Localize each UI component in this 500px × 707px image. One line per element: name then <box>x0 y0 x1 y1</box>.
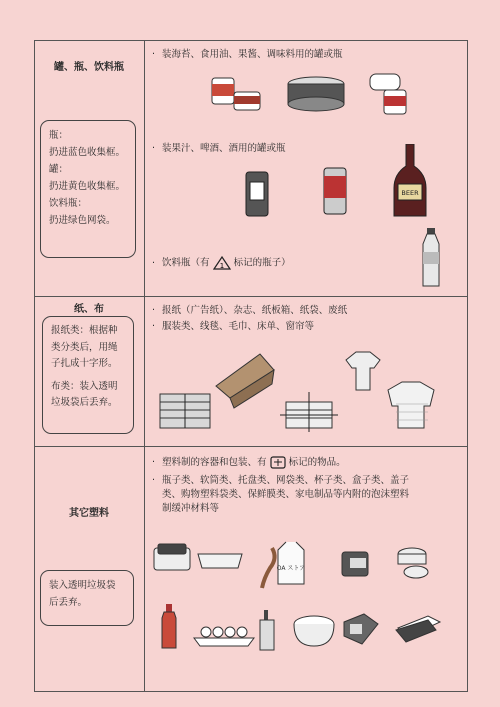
row-divider <box>34 446 468 447</box>
bag-label: OA ストア <box>276 565 306 572</box>
note-cans-bottles <box>40 120 136 258</box>
note-line: 后丢弃。 <box>49 597 88 608</box>
section-title-other-plastics: 其它塑料 <box>69 508 109 519</box>
note-line: 瓶： <box>49 130 69 141</box>
bullet-plastic-containers: · 塑料制的容器和包装、有 标记的物品。 <box>152 457 346 468</box>
recycle-triangle-icon <box>213 256 231 270</box>
paper-cloth-illustration <box>156 342 446 436</box>
note-paper-cloth <box>42 316 134 434</box>
note-line: 扔进绿色网袋。 <box>49 215 116 226</box>
note-line: 垃圾袋后丢弃。 <box>51 397 118 408</box>
note-line: 布类：装入透明 <box>51 380 118 392</box>
pet-bottle-illustration <box>421 228 441 288</box>
beer-label: BEER <box>401 189 419 197</box>
section-title-paper-cloth: 纸、布 <box>74 304 104 315</box>
drink-cans-illustration <box>240 144 430 218</box>
row-divider <box>34 296 468 297</box>
note-other-plastics <box>40 570 134 626</box>
plastics-illustration-row2 <box>150 600 445 656</box>
jars-illustration <box>208 72 418 116</box>
note-line: 类分类后，用绳 <box>51 341 118 353</box>
bullet-plastic-items: · 瓶子类、软筒类、托盘类、网袋类、杯子类、盒子类、盖子 类、购物塑料袋类、保鲜膜类、家电制品等内附的泡沫塑料 制缓冲材料等 <box>152 475 410 514</box>
note-line: 扔进蓝色收集框。 <box>49 147 126 158</box>
svg-text:1: 1 <box>219 262 224 270</box>
section-title-cans-bottles: 罐、瓶、饮料瓶 <box>54 62 124 73</box>
note-line: 饮料瓶： <box>49 198 88 209</box>
bullet-jars: · 装海苔、食用油、果酱、调味料用的罐或瓶 <box>152 49 343 60</box>
bullet-newspapers: · 报纸（广告纸）、杂志、纸板箱、纸袋、废纸 <box>152 305 348 316</box>
note-line: 子扎成十字形。 <box>51 358 118 369</box>
column-divider <box>144 40 145 692</box>
bullet-clothes: · 服装类、线毯、毛巾、床单、窗帘等 <box>152 321 315 332</box>
bullet-drink-cans: · 装果汁、啤酒、酒用的罐或瓶 <box>152 143 286 154</box>
note-line: 装入透明垃圾袋 <box>49 580 116 591</box>
note-line: 报纸类：根据种 <box>51 325 118 336</box>
plastic-mark-icon <box>270 456 286 469</box>
note-line: 扔进黄色收集框。 <box>49 181 126 192</box>
note-line: 罐： <box>49 164 69 175</box>
plastics-illustration-row1 <box>150 538 440 592</box>
bullet-pet-bottles: · 饮料瓶（有 1 标记的瓶子） <box>152 257 291 270</box>
